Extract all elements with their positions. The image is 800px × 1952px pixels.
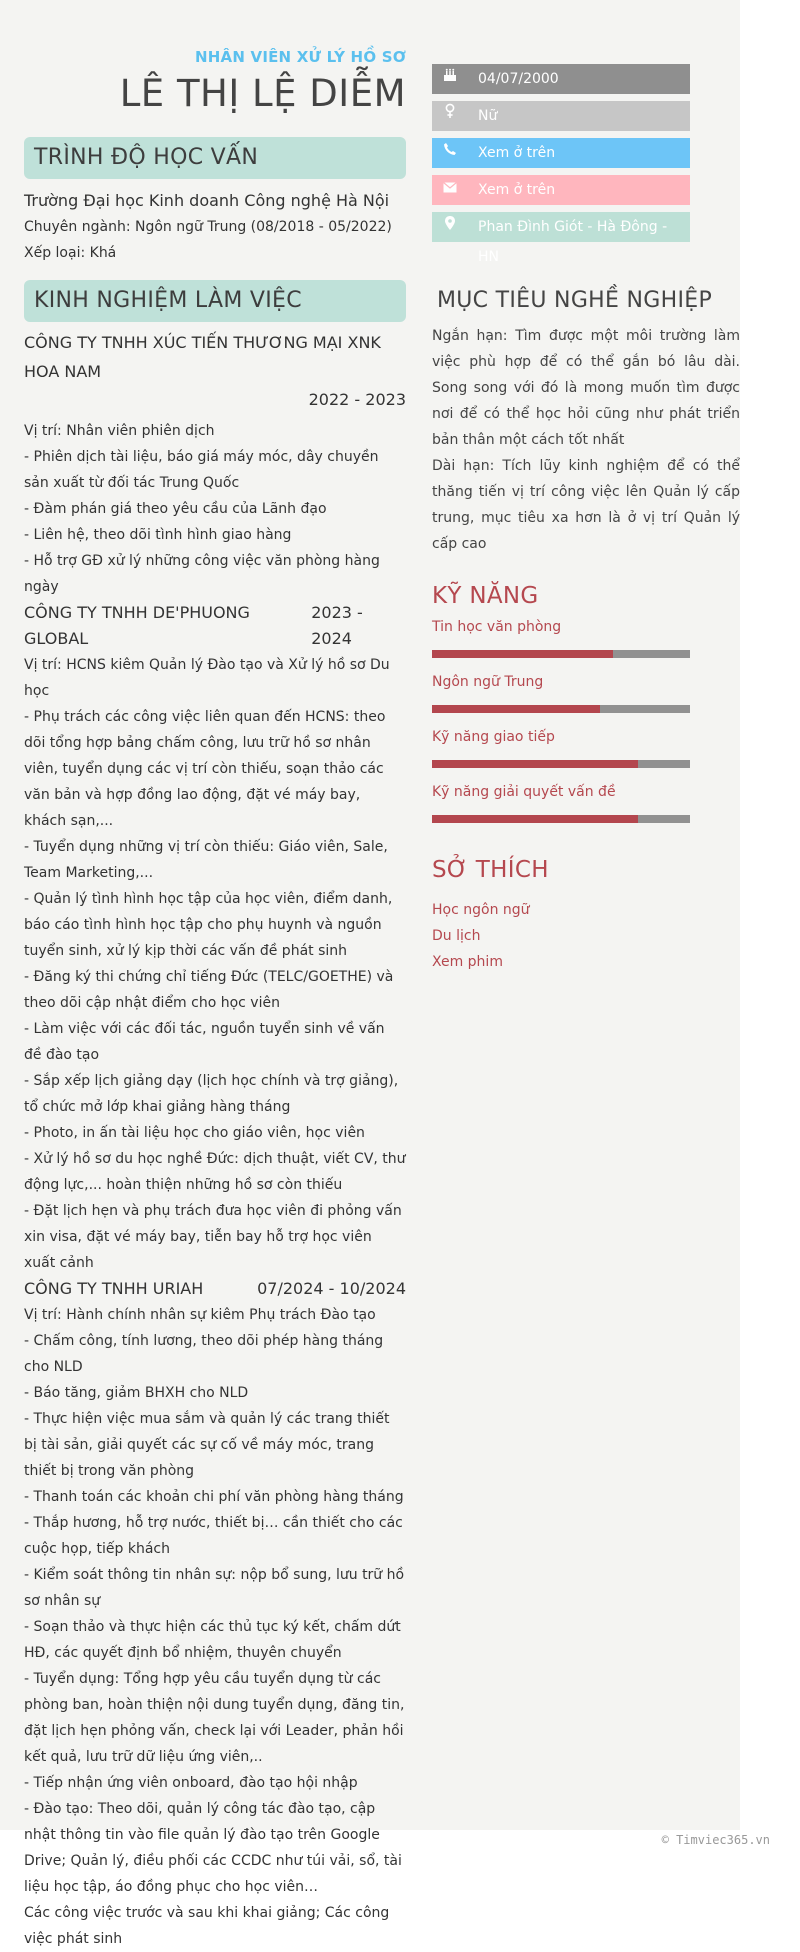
job-line: Vị trí: Hành chính nhân sự kiêm Phụ trách Đào tạo [24,1307,376,1323]
skill-bar [432,815,690,823]
job-line: - Liên hệ, theo dõi tình hình giao hàng [24,527,292,543]
job-line: - Tiếp nhận ứng viên onboard, đào tạo hội nhập [24,1775,358,1791]
skill-item [432,729,740,768]
location-pin-icon [440,212,460,242]
skills-heading: KỸ NĂNG [432,583,539,609]
female-icon [440,101,460,131]
skill-item [432,619,740,658]
skill-name: Kỹ năng giải quyết vấn đề [432,784,616,800]
job-line: - Đào tạo: Theo dõi, quản lý công tác đào tạo, cập nhật thông tin vào file quản lý đào tạo trên Google Drive; Quản lý, điều phối các CCDC như túi vải, sổ, tài liệu học tập, áo đồng phục cho học viên… [24,1801,402,1895]
school-name: Trường Đại học Kinh doanh Công nghệ Hà Nội [24,191,390,210]
job-line: - Soạn thảo và thực hiện các thủ tục ký kết, chấm dứt HĐ, các quyết định bổ nhiệm, thuyên chuyển [24,1619,401,1661]
email-value: Xem ở trên [478,182,556,198]
address-bar [432,212,690,265]
company-row [24,600,406,652]
job-line: - Thanh toán các khoản chi phí văn phòng hàng tháng [24,1489,404,1505]
company-row [24,1276,406,1302]
phone-value: Xem ở trên [478,145,556,161]
job-period: 2023 - 2024 [311,603,363,648]
job-line: - Thực hiện việc mua sắm và quản lý các trang thiết bị tài sản, giải quyết các sự cố về máy móc, trang thiết bị trong văn phòng [24,1411,390,1479]
education-major: Chuyên ngành: Ngôn ngữ Trung (08/2018 - 05/2022) [24,219,392,235]
left-column [24,48,406,1952]
job-line: - Tuyển dụng những vị trí còn thiếu: Giáo viên, Sale, Team Marketing,... [24,839,388,881]
hobby-item: Xem phim [432,954,503,970]
phone-icon [440,138,460,168]
email-icon [440,175,460,205]
job-line: - Đăng ký thi chứng chỉ tiếng Đức (TELC/GOETHE) và theo dõi cập nhật điểm cho học viên [24,969,394,1011]
job-position: NHÂN VIÊN XỬ LÝ HỒ SƠ [195,48,406,66]
skill-item [432,784,740,823]
watermark-footer: © Timviec365.vn [661,1833,770,1847]
experience-heading: KINH NGHIỆM LÀM VIỆC [24,280,406,322]
job-line: - Hỗ trợ GĐ xử lý những công việc văn phòng hàng ngày [24,553,380,595]
job-entry [24,1276,406,1952]
job-line: - Làm việc với các đối tác, nguồn tuyển sinh về vấn đề đào tạo [24,1021,385,1063]
skill-fill [432,650,613,658]
skill-bar [432,650,690,658]
job-line: - Đàm phán giá theo yêu cầu của Lãnh đạo [24,501,327,517]
skill-item [432,674,740,713]
objective-long-term: Dài hạn: Tích lũy kinh nghiệm để có thể thăng tiến vị trí công việc lên Quản lý cấp trung, mục tiêu xa hơn là ở vị trí Quản lý cấp cao [432,458,740,552]
job-line: - Kiểm soát thông tin nhân sự: nộp bổ sung, lưu trữ hồ sơ nhân sự [24,1567,405,1609]
company-name: CÔNG TY TNHH URIAH [24,1279,204,1298]
job-period: 07/2024 - 10/2024 [257,1279,406,1298]
job-line: - Photo, in ấn tài liệu học cho giáo viên, học viên [24,1125,365,1141]
objective-short-term: Ngắn hạn: Tìm được một môi trường làm việc phù hợp để có thể gắn bó lâu dài. Song song với đó là mong muốn tìm được nơi để có thể học hỏi cũng như phát triển bản thân một cách tốt nhất [432,328,740,448]
gender-bar [432,101,690,131]
job-line: - Quản lý tình hình học tập của học viên, điểm danh, báo cáo tình hình học tập cho phụ huynh và nguồn tuyển sinh, xử lý kịp thời các vấn đề phát sinh [24,891,393,959]
birthday-cake-icon [440,64,460,94]
objective-heading: MỤC TIÊU NGHỀ NGHIỆP [437,288,713,313]
job-line: - Phụ trách các công việc liên quan đến HCNS: theo dõi tổng hợp bảng chấm công, lưu trữ hồ sơ nhân viên, tuyển dụng các vị trí còn thiếu, soạn thảo các văn bản và hợp đồng lao động, đặt vé máy bay, khách sạn,... [24,709,386,829]
hobby-item: Du lịch [432,928,481,944]
skill-fill [432,705,600,713]
right-column [432,64,740,975]
job-line: - Báo tăng, giảm BHXH cho NLD [24,1385,249,1401]
job-line: Vị trí: Nhân viên phiên dịch [24,423,215,439]
job-line: Các công việc trước và sau khi khai giảng; Các công việc phát sinh [24,1905,390,1947]
hobby-list [432,897,740,975]
job-period: 2022 - 2023 [308,390,406,409]
skill-fill [432,760,638,768]
job-entry [24,600,406,1276]
skill-bar [432,760,690,768]
birthday-bar [432,64,690,94]
skill-bar [432,705,690,713]
phone-bar [432,138,690,168]
birthday-value: 04/07/2000 [478,71,559,87]
skill-fill [432,815,638,823]
company-name: CÔNG TY TNHH DE'PHUONG GLOBAL [24,603,250,648]
job-entry [24,328,406,600]
address-value: Phan Đình Giót - Hà Đông - HN [478,219,668,265]
hobbies-heading: SỞ THÍCH [432,857,549,883]
gender-value: Nữ [478,108,498,124]
education-heading: TRÌNH ĐỘ HỌC VẤN [24,137,406,179]
hobby-item: Học ngôn ngữ [432,902,530,918]
education-grade: Xếp loại: Khá [24,245,117,261]
job-line: - Xử lý hồ sơ du học nghề Đức: dịch thuật, viết CV, thư động lực,... hoàn thiện những hồ sơ còn thiếu [24,1151,406,1193]
job-line: - Đặt lịch hẹn và phụ trách đưa học viên đi phỏng vấn xin visa, đặt vé máy bay, tiễn bay hỗ trợ học viên xuất cảnh [24,1203,402,1271]
job-line: - Phiên dịch tài liệu, báo giá máy móc, dây chuyền sản xuất từ đối tác Trung Quốc [24,449,379,491]
email-bar [432,175,690,205]
skill-name: Ngôn ngữ Trung [432,674,544,690]
company-name: CÔNG TY TNHH XÚC TIẾN THƯƠNG MẠI XNK HOA NAM [24,333,381,381]
skill-name: Tin học văn phòng [432,619,562,635]
job-line: - Thắp hương, hỗ trợ nước, thiết bị… cần thiết cho các cuộc họp, tiếp khách [24,1515,403,1557]
job-line: Vị trí: HCNS kiêm Quản lý Đào tạo và Xử lý hồ sơ Du học [24,657,390,699]
job-line: - Tuyển dụng: Tổng hợp yêu cầu tuyển dụng từ các phòng ban, hoàn thiện nội dung tuyển dụng, đăng tin, đặt lịch hẹn phỏng vấn, check lại với Leader, phản hồi kết quả, lưu trữ dữ liệu ứng viên,.. [24,1671,405,1765]
candidate-name: LÊ THỊ LỆ DIỄM [119,72,406,115]
job-line: - Chấm công, tính lương, theo dõi phép hàng tháng cho NLD [24,1333,384,1375]
job-line: - Sắp xếp lịch giảng dạy (lịch học chính và trợ giảng), tổ chức mở lớp khai giảng hàng tháng [24,1073,399,1115]
skill-name: Kỹ năng giao tiếp [432,729,555,745]
